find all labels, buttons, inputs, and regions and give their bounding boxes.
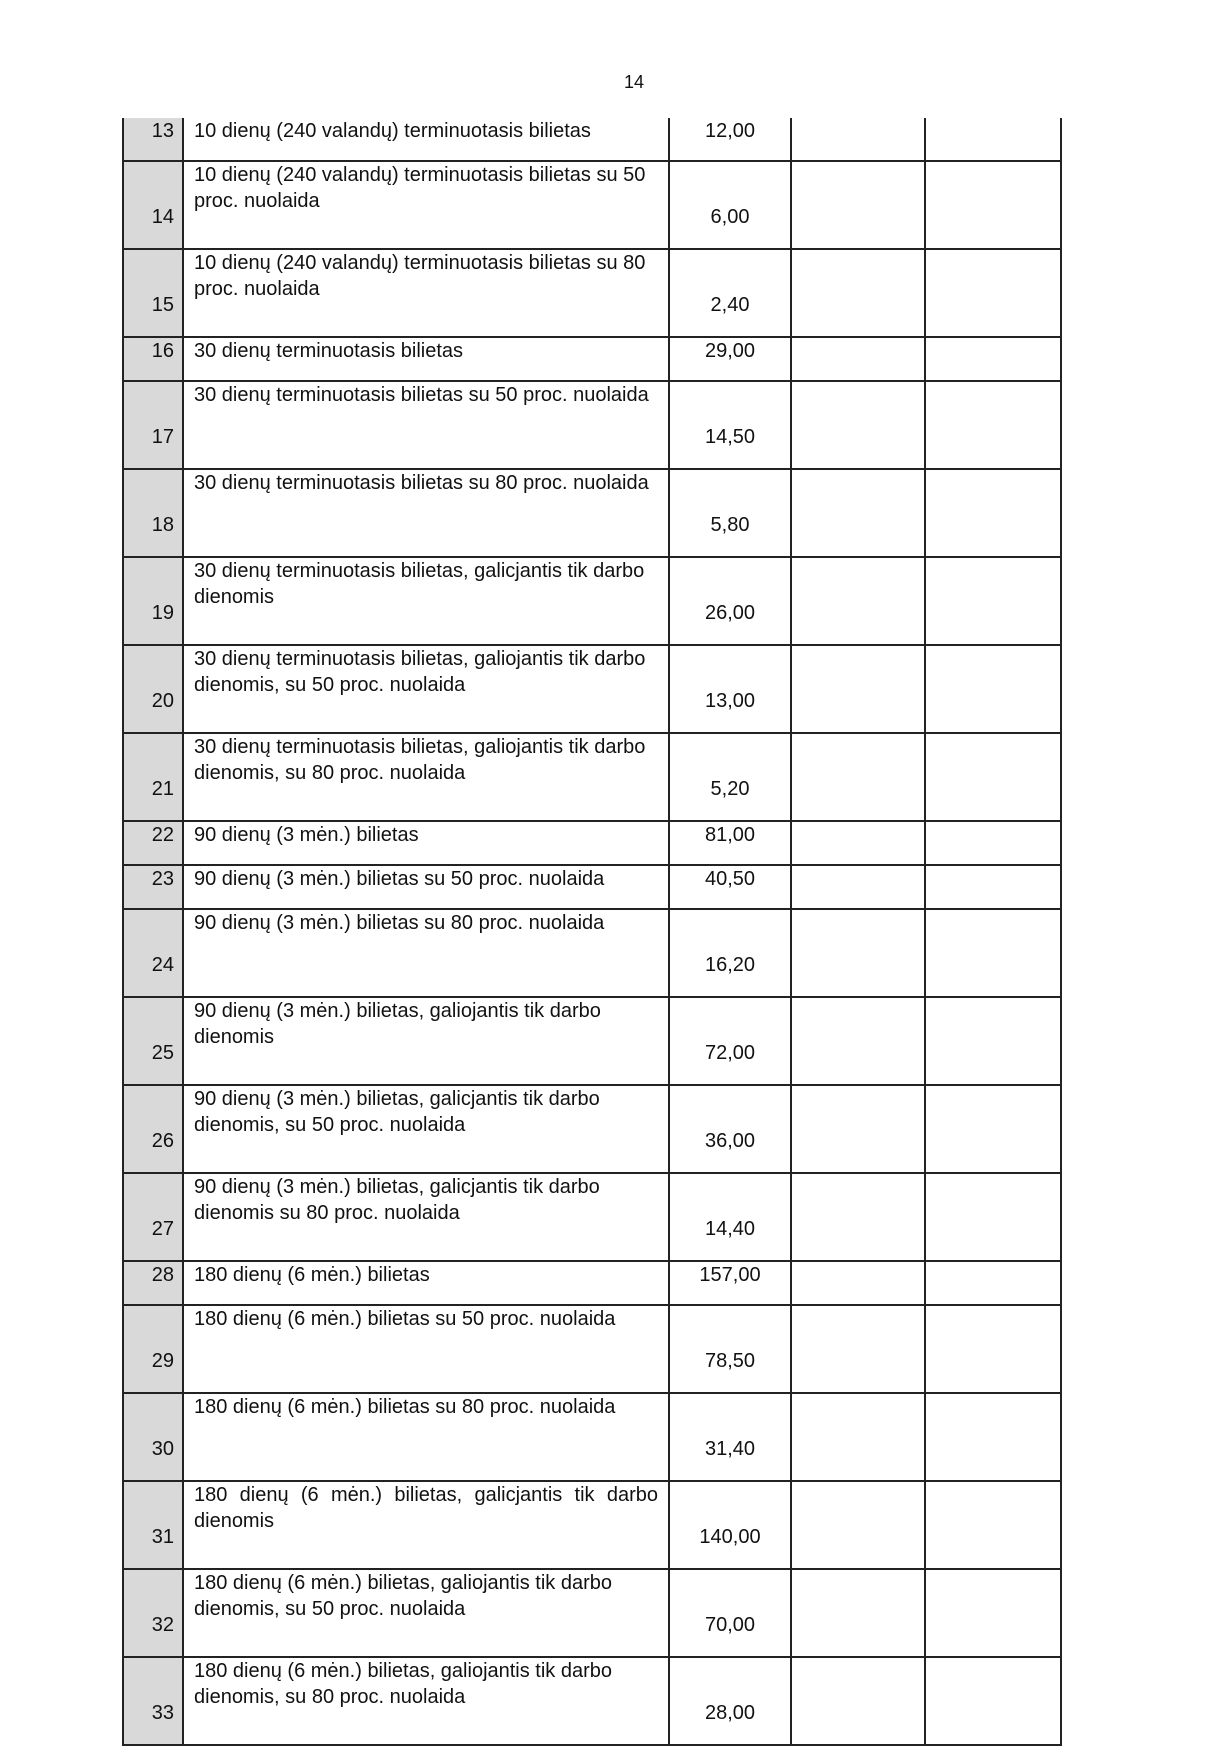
empty-cell bbox=[925, 1261, 1061, 1305]
ticket-price: 29,00 bbox=[669, 337, 791, 381]
row-number: 30 bbox=[123, 1393, 183, 1481]
empty-cell bbox=[925, 1173, 1061, 1261]
table-row bbox=[123, 1085, 1061, 1173]
ticket-description: 30 dienų terminuotasis bilietas, galicjantis tik darbo dienomis bbox=[183, 557, 669, 645]
ticket-price: 12,00 bbox=[669, 118, 791, 161]
ticket-description: 90 dienų (3 mėn.) bilietas bbox=[183, 821, 669, 865]
ticket-description: 90 dienų (3 mėn.) bilietas, galicjantis tik darbo dienomis su 80 proc. nuolaida bbox=[183, 1173, 669, 1261]
empty-cell bbox=[925, 645, 1061, 733]
table-row bbox=[123, 865, 1061, 909]
row-number: 27 bbox=[123, 1173, 183, 1261]
empty-cell bbox=[791, 1393, 925, 1481]
ticket-price: 5,80 bbox=[669, 469, 791, 557]
row-number: 17 bbox=[123, 381, 183, 469]
empty-cell bbox=[925, 161, 1061, 249]
table-row bbox=[123, 1173, 1061, 1261]
ticket-price: 40,50 bbox=[669, 865, 791, 909]
ticket-description: 30 dienų terminuotasis bilietas bbox=[183, 337, 669, 381]
table-row bbox=[123, 1261, 1061, 1305]
table-row bbox=[123, 469, 1061, 557]
ticket-price: 16,20 bbox=[669, 909, 791, 997]
ticket-description: 180 dienų (6 mėn.) bilietas su 80 proc. nuolaida bbox=[183, 1393, 669, 1481]
empty-cell bbox=[925, 1569, 1061, 1657]
ticket-price: 78,50 bbox=[669, 1305, 791, 1393]
ticket-price: 70,00 bbox=[669, 1569, 791, 1657]
ticket-description: 90 dienų (3 mėn.) bilietas su 80 proc. nuolaida bbox=[183, 909, 669, 997]
empty-cell bbox=[791, 1085, 925, 1173]
empty-cell bbox=[925, 821, 1061, 865]
empty-cell bbox=[925, 1085, 1061, 1173]
ticket-price: 36,00 bbox=[669, 1085, 791, 1173]
empty-cell bbox=[791, 865, 925, 909]
ticket-price: 81,00 bbox=[669, 821, 791, 865]
empty-cell bbox=[925, 733, 1061, 821]
row-number: 26 bbox=[123, 1085, 183, 1173]
empty-cell bbox=[925, 1305, 1061, 1393]
table-row bbox=[123, 733, 1061, 821]
ticket-description: 90 dienų (3 mėn.) bilietas, galicjantis tik darbo dienomis, su 50 proc. nuolaida bbox=[183, 1085, 669, 1173]
empty-cell bbox=[791, 645, 925, 733]
table-row bbox=[123, 645, 1061, 733]
empty-cell bbox=[791, 161, 925, 249]
empty-cell bbox=[791, 1261, 925, 1305]
ticket-description: 180 dienų (6 mėn.) bilietas bbox=[183, 1261, 669, 1305]
row-number: 16 bbox=[123, 337, 183, 381]
table-row bbox=[123, 557, 1061, 645]
row-number: 33 bbox=[123, 1657, 183, 1745]
row-number: 13 bbox=[123, 118, 183, 161]
row-number: 20 bbox=[123, 645, 183, 733]
ticket-price: 26,00 bbox=[669, 557, 791, 645]
ticket-description: 30 dienų terminuotasis bilietas, galiojantis tik darbo dienomis, su 50 proc. nuolaida bbox=[183, 645, 669, 733]
row-number: 21 bbox=[123, 733, 183, 821]
ticket-price: 14,50 bbox=[669, 381, 791, 469]
ticket-description: 90 dienų (3 mėn.) bilietas, galiojantis tik darbo dienomis bbox=[183, 997, 669, 1085]
ticket-price: 31,40 bbox=[669, 1393, 791, 1481]
empty-cell bbox=[925, 557, 1061, 645]
row-number: 25 bbox=[123, 997, 183, 1085]
ticket-description: 30 dienų terminuotasis bilietas, galiojantis tik darbo dienomis, su 80 proc. nuolaida bbox=[183, 733, 669, 821]
empty-cell bbox=[791, 997, 925, 1085]
ticket-price: 14,40 bbox=[669, 1173, 791, 1261]
table-row bbox=[123, 118, 1061, 161]
table-row bbox=[123, 909, 1061, 997]
row-number: 15 bbox=[123, 249, 183, 337]
ticket-price: 2,40 bbox=[669, 249, 791, 337]
row-number: 23 bbox=[123, 865, 183, 909]
empty-cell bbox=[791, 469, 925, 557]
table-row bbox=[123, 161, 1061, 249]
empty-cell bbox=[791, 1657, 925, 1745]
table-row bbox=[123, 1657, 1061, 1745]
empty-cell bbox=[925, 997, 1061, 1085]
ticket-price-table bbox=[122, 118, 1062, 1746]
empty-cell bbox=[791, 118, 925, 161]
empty-cell bbox=[791, 733, 925, 821]
ticket-description: 180 dienų (6 mėn.) bilietas, galicjantis tik darbo dienomis bbox=[183, 1481, 669, 1569]
page-number: 14 bbox=[623, 72, 645, 92]
empty-cell bbox=[791, 1305, 925, 1393]
ticket-description: 30 dienų terminuotasis bilietas su 50 proc. nuolaida bbox=[183, 381, 669, 469]
empty-cell bbox=[925, 469, 1061, 557]
ticket-price: 157,00 bbox=[669, 1261, 791, 1305]
empty-cell bbox=[791, 1569, 925, 1657]
table-row bbox=[123, 821, 1061, 865]
empty-cell bbox=[791, 337, 925, 381]
empty-cell bbox=[791, 557, 925, 645]
ticket-price: 72,00 bbox=[669, 997, 791, 1085]
empty-cell bbox=[791, 381, 925, 469]
row-number: 18 bbox=[123, 469, 183, 557]
ticket-description: 180 dienų (6 mėn.) bilietas, galiojantis tik darbo dienomis, su 80 proc. nuolaida bbox=[183, 1657, 669, 1745]
row-number: 28 bbox=[123, 1261, 183, 1305]
empty-cell bbox=[791, 249, 925, 337]
table-row bbox=[123, 1481, 1061, 1569]
ticket-description: 180 dienų (6 mėn.) bilietas su 50 proc. nuolaida bbox=[183, 1305, 669, 1393]
empty-cell bbox=[791, 821, 925, 865]
row-number: 29 bbox=[123, 1305, 183, 1393]
ticket-price: 6,00 bbox=[669, 161, 791, 249]
ticket-price: 140,00 bbox=[669, 1481, 791, 1569]
row-number: 31 bbox=[123, 1481, 183, 1569]
ticket-description: 90 dienų (3 mėn.) bilietas su 50 proc. nuolaida bbox=[183, 865, 669, 909]
empty-cell bbox=[791, 1173, 925, 1261]
row-number: 19 bbox=[123, 557, 183, 645]
row-number: 32 bbox=[123, 1569, 183, 1657]
ticket-price: 13,00 bbox=[669, 645, 791, 733]
ticket-description: 180 dienų (6 mėn.) bilietas, galiojantis tik darbo dienomis, su 50 proc. nuolaida bbox=[183, 1569, 669, 1657]
empty-cell bbox=[925, 909, 1061, 997]
table-row bbox=[123, 997, 1061, 1085]
ticket-description: 10 dienų (240 valandų) terminuotasis bilietas su 50 proc. nuolaida bbox=[183, 161, 669, 249]
row-number: 24 bbox=[123, 909, 183, 997]
table-row bbox=[123, 249, 1061, 337]
empty-cell bbox=[925, 1393, 1061, 1481]
table-row bbox=[123, 337, 1061, 381]
empty-cell bbox=[925, 865, 1061, 909]
row-number: 22 bbox=[123, 821, 183, 865]
table-row bbox=[123, 381, 1061, 469]
empty-cell bbox=[925, 337, 1061, 381]
ticket-description: 10 dienų (240 valandų) terminuotasis bilietas su 80 proc. nuolaida bbox=[183, 249, 669, 337]
table-row bbox=[123, 1305, 1061, 1393]
empty-cell bbox=[925, 381, 1061, 469]
ticket-price: 28,00 bbox=[669, 1657, 791, 1745]
empty-cell bbox=[791, 1481, 925, 1569]
empty-cell bbox=[925, 1657, 1061, 1745]
empty-cell bbox=[925, 249, 1061, 337]
table-row bbox=[123, 1569, 1061, 1657]
empty-cell bbox=[925, 118, 1061, 161]
table-row bbox=[123, 1393, 1061, 1481]
ticket-description: 30 dienų terminuotasis bilietas su 80 proc. nuolaida bbox=[183, 469, 669, 557]
row-number: 14 bbox=[123, 161, 183, 249]
empty-cell bbox=[925, 1481, 1061, 1569]
ticket-price: 5,20 bbox=[669, 733, 791, 821]
ticket-description: 10 dienų (240 valandų) terminuotasis bilietas bbox=[183, 118, 669, 161]
empty-cell bbox=[791, 909, 925, 997]
